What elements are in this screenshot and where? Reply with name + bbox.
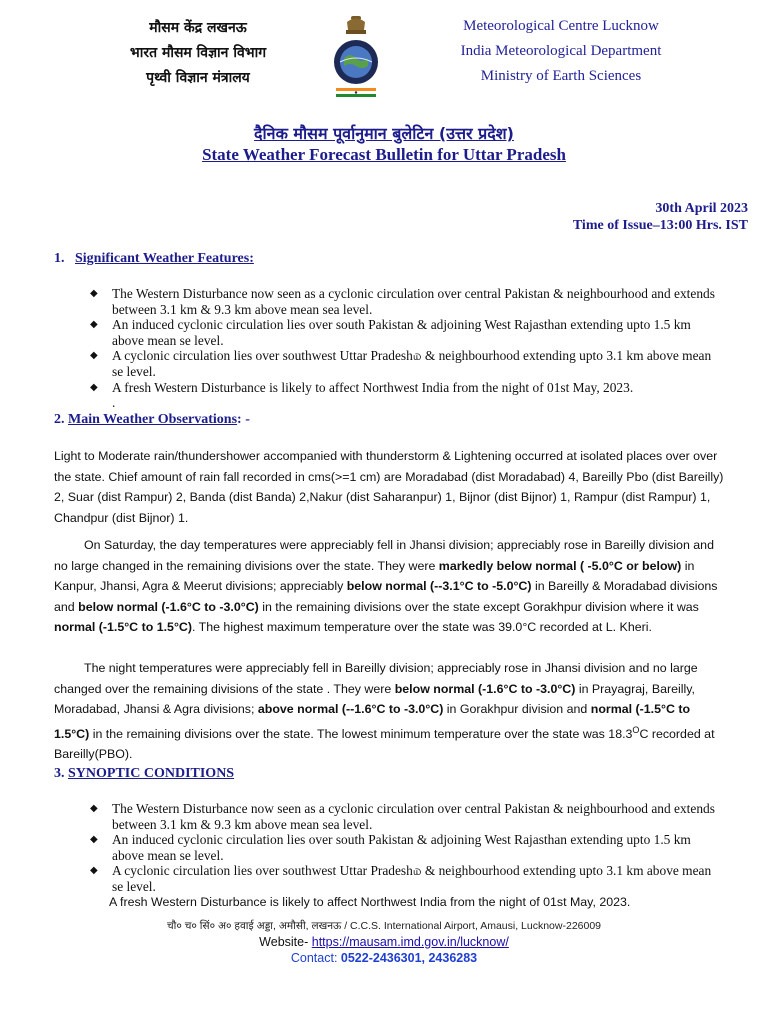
section-3-final-line: A fresh Western Disturbance is likely to affect Northwest India from the night of 01st May, 2023.	[109, 895, 631, 909]
english-header	[446, 14, 676, 89]
english-title-text: State Weather Forecast Bulletin for Uttar Pradesh	[202, 145, 566, 164]
list-item	[90, 801, 722, 832]
footer-address: चौ० च० सिं० अ० हवाई अड्डा, अमौसी, लखनऊ / C.C.S. International Airport, Amausi, Lucknow-226009	[166, 920, 602, 932]
website-label: Website-	[259, 935, 312, 949]
list-item	[90, 317, 722, 348]
list-item	[90, 863, 722, 894]
list-item-text: The Western Disturbance now seen as a cyclonic circulation over central Pakistan & neighbourhood and extends between 3.1 km & 9.3 km above mean sea level.	[112, 801, 715, 832]
section-number: 2.	[54, 412, 65, 427]
hindi-title-text: दैनिक मौसम पूर्वानुमान बुलेटिन (उत्तर प्रदेश)	[254, 124, 514, 143]
hindi-title	[0, 122, 768, 144]
list-item-text: The Western Disturbance now seen as a cyclonic circulation over central Pakistan & neighbourhood and extends between 3.1 km & 9.3 km above mean sea level.	[112, 286, 715, 317]
hindi-header	[103, 16, 293, 91]
list-item-text: An induced cyclonic circulation lies over south Pakistan & adjoining West Rajasthan extending upto 1.5 km above mean se level.	[112, 317, 691, 348]
para-bold: below normal (-1.6°C to -3.0°C)	[394, 681, 576, 696]
section-1-heading	[54, 251, 254, 267]
para-text: in Kanpur, Jhansi, Agra & Meerut divisions; appreciably	[54, 558, 695, 593]
india-emblem-icon	[330, 14, 382, 106]
diamond-bullet-icon: ◆	[90, 288, 98, 299]
list-item-text: A cyclonic circulation lies over southwest Uttar Pradesh௰ & neighbourhood extending upto 3.1 km above mean se level.	[112, 348, 712, 379]
english-header-line: India Meteorological Department	[460, 43, 662, 59]
english-header-line: Meteorological Centre Lucknow	[463, 18, 659, 34]
list-item	[90, 380, 722, 396]
contact-label: Contact:	[290, 951, 341, 965]
para-bold: normal (-1.5°C to 1.5°C)	[54, 702, 691, 741]
list-item	[90, 832, 722, 863]
para-bold: normal (-1.5°C to 1.5°C)	[54, 620, 192, 634]
degree-superscript: O	[632, 724, 640, 735]
issue-info	[573, 200, 748, 234]
footer-website	[0, 935, 768, 949]
diamond-bullet-icon: ◆	[90, 865, 98, 877]
issue-time: Time of Issue–13:00 Hrs. IST	[572, 218, 748, 233]
para-bold: above normal (--1.6°C to -3.0°C)	[257, 702, 444, 716]
para-bold: below normal (-1.6°C to -3.0°C)	[78, 599, 259, 614]
para-bold: markedly below normal ( -5.0°C or below)	[438, 558, 682, 573]
para-bold: below normal (--3.1°C to -5.0°C)	[346, 579, 532, 593]
website-link[interactable]: https://mausam.imd.gov.in/lucknow/	[311, 935, 509, 949]
section-number: 1.	[54, 251, 65, 266]
night-temperature-paragraph	[54, 658, 724, 765]
day-temperature-paragraph	[54, 535, 724, 638]
trailing-dot: .	[112, 395, 116, 411]
contact-numbers: 0522-2436301, 2436283	[340, 951, 478, 965]
diamond-bullet-icon: ◆	[90, 381, 98, 393]
list-item-text: An induced cyclonic circulation lies over south Pakistan & adjoining West Rajasthan extending upto 1.5 km above mean se level.	[112, 832, 691, 863]
section-title: SYNOPTIC CONDITIONS	[68, 766, 235, 781]
diamond-bullet-icon: ◆	[90, 350, 98, 362]
para-text: . The highest maximum temperature over the state was 39.0°C recorded at L. Kheri.	[191, 620, 652, 634]
hindi-header-line: भारत मौसम विज्ञान विभाग	[129, 45, 267, 61]
section-3-heading	[54, 766, 234, 782]
list-item-text: A fresh Western Disturbance is likely to affect Northwest India from the night of 01st May, 2023.	[112, 379, 634, 395]
footer-contact	[0, 951, 768, 965]
section-title-suffix: : -	[237, 412, 250, 427]
list-item-trailing	[90, 395, 722, 411]
section-2-heading	[54, 412, 250, 428]
section-title: Main Weather Observations	[68, 412, 238, 427]
para-text: in Bareilly & Moradabad divisions and	[54, 579, 718, 614]
rainfall-paragraph: Light to Moderate rain/thundershower accompanied with thunderstorm & Lightening occurred at isolated places over over the state. Chief amount of rain fall recorded in cms(>=1 cm) are Moradabad (dist Moradabad) 4, Bareilly Pbo (dist Bareilly) 2, Suar (dist Rampur) 2, Banda (dist Banda) 2,Nakur (dist Saharanpur) 1, Bijnor (dist Bijnor) 1, Rampur (dist Rampur) 1, Chandpur (dist Bijnor) 1.	[54, 449, 724, 525]
english-title	[0, 145, 768, 165]
diamond-bullet-icon: ◆	[90, 803, 98, 814]
hindi-header-line: मौसम केंद्र लखनऊ	[149, 20, 247, 36]
diamond-bullet-icon: ◆	[90, 319, 98, 331]
diamond-bullet-icon: ◆	[90, 834, 98, 846]
hindi-header-line: पृथ्वी विज्ञान मंत्रालय	[146, 70, 250, 86]
section-1-list	[90, 286, 722, 411]
para-text: in Gorakhpur division and	[443, 702, 591, 716]
list-item	[90, 348, 722, 379]
para-text: C recorded at Bareilly(PBO).	[54, 726, 715, 762]
list-item-text: A cyclonic circulation lies over southwest Uttar Pradesh௰ & neighbourhood extending upto 3.1 km above mean se level.	[112, 863, 712, 894]
section-number: 3.	[54, 766, 65, 781]
para-text: in Prayagraj, Bareilly, Moradabad, Jhansi & Agra divisions;	[54, 681, 695, 716]
para-text: On Saturday, the day temperatures were appreciably fell in Jhansi division; appreciably rose in Bareilly division and no large changed in the remaining divisions over the state. They were	[54, 538, 714, 573]
para-text: in the remaining divisions over the state except Gorakhpur division where it was	[258, 599, 699, 614]
section-3-list	[90, 801, 722, 895]
english-header-line: Ministry of Earth Sciences	[480, 68, 642, 84]
list-item	[90, 286, 722, 317]
section-title: Significant Weather Features:	[75, 251, 254, 266]
para-text: The night temperatures were appreciably fell in Bareilly division; appreciably rose in Jhansi division and no large changed over the remaining divisions of the state . They were	[54, 661, 698, 696]
para-text: in the remaining divisions over the state. The lowest minimum temperature over the state was 18.3	[89, 726, 633, 741]
issue-date: 30th April 2023	[655, 201, 748, 216]
